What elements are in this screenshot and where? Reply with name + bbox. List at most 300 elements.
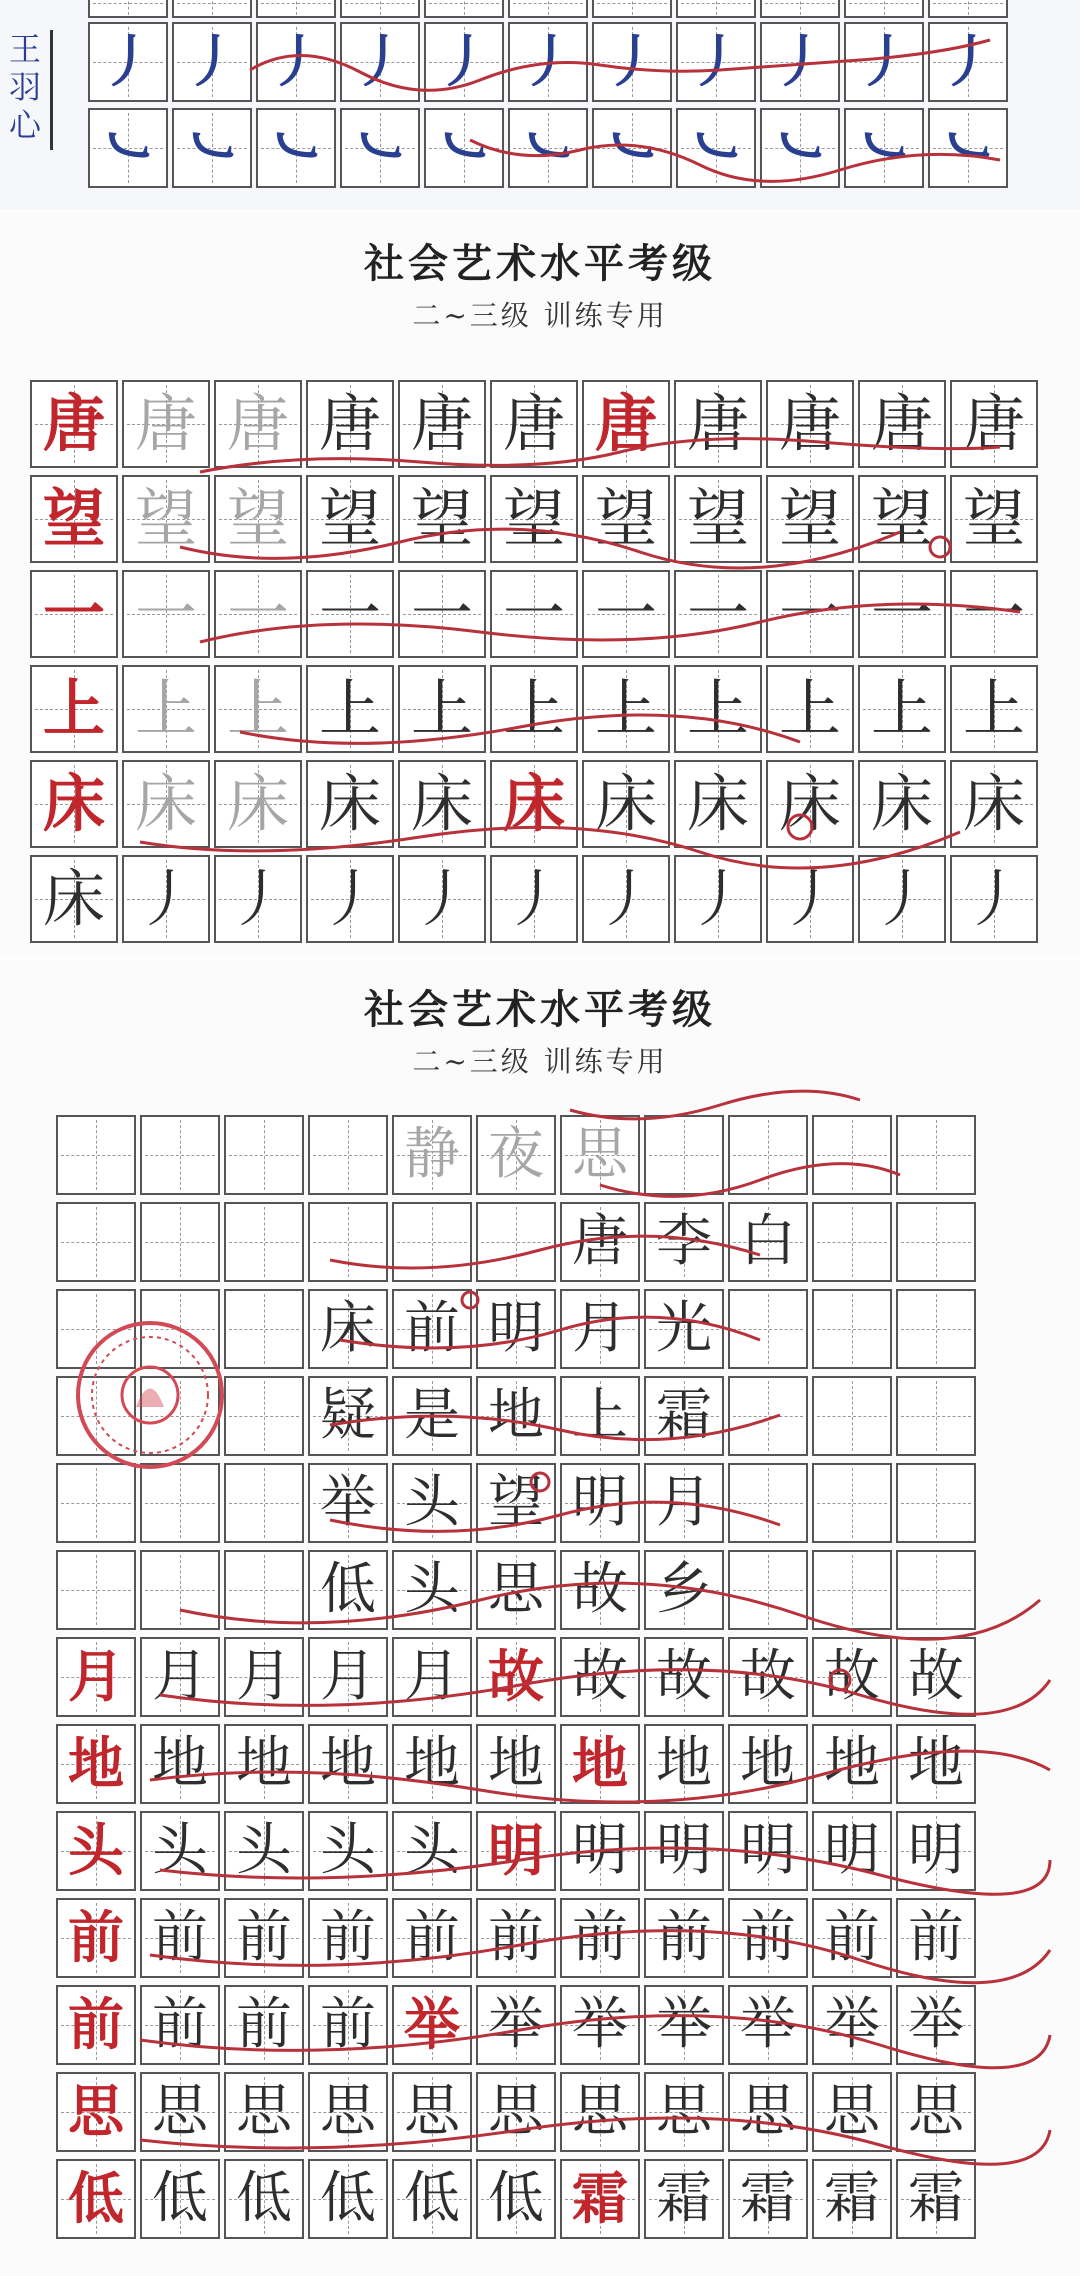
handwritten-character: 明 [656, 1818, 712, 1883]
handwritten-character: 低 [320, 2166, 376, 2231]
practice-cell [214, 760, 302, 848]
grid-row [56, 1898, 980, 1978]
handwritten-character: 思 [824, 2079, 880, 2144]
empty-cell [760, 0, 840, 18]
grid-row [56, 1985, 980, 2065]
practice-cell [308, 1985, 388, 2065]
stroke-cell [844, 108, 924, 188]
practice-cell [56, 2072, 136, 2152]
empty-cell [928, 0, 1008, 18]
handwritten-character: 明 [740, 1818, 796, 1883]
stroke-cell [88, 108, 168, 188]
handwritten-character: 望 [778, 482, 841, 555]
handwritten-character: 望 [410, 482, 473, 555]
practice-cell [308, 1289, 388, 1369]
practice-cell [896, 1724, 976, 1804]
handwritten-character: 前 [68, 1992, 124, 2058]
practice-cell [490, 570, 578, 658]
practice-cell [858, 475, 946, 563]
handwritten-character: 上 [134, 672, 197, 745]
empty-cell [844, 0, 924, 18]
handwritten-character: ㇃ [268, 115, 324, 181]
practice-cell [560, 1637, 640, 1717]
practice-cell [306, 380, 394, 468]
handwritten-character: 前 [908, 1905, 964, 1970]
practice-cell [392, 1376, 472, 1456]
practice-cell [476, 1985, 556, 2065]
handwritten-character: 唐 [686, 387, 749, 460]
practice-sheet-upper [0, 212, 1080, 957]
poem-row [56, 1463, 980, 1543]
handwritten-character: 丿 [134, 862, 197, 935]
stroke-cell [340, 22, 420, 102]
practice-cell [766, 570, 854, 658]
handwritten-character: 思 [488, 2079, 544, 2144]
handwritten-character: 明 [572, 1818, 628, 1883]
handwritten-character: 思 [908, 2079, 964, 2144]
practice-cell [56, 1637, 136, 1717]
practice-cell [674, 665, 762, 753]
practice-cell [476, 1550, 556, 1630]
grid-row [30, 855, 1042, 943]
empty-cell [812, 1202, 892, 1282]
empty-cell [476, 1202, 556, 1282]
handwritten-character: 举 [572, 1992, 628, 2057]
handwritten-character: 头 [404, 1557, 460, 1622]
practice-cell [214, 380, 302, 468]
practice-cell [308, 1463, 388, 1543]
handwritten-character: 霜 [824, 2166, 880, 2231]
handwritten-character: ㇃ [604, 115, 660, 181]
practice-cell [896, 1985, 976, 2065]
practice-cell [224, 2072, 304, 2152]
handwritten-character: 地 [656, 1731, 712, 1796]
stroke-cell [508, 108, 588, 188]
handwritten-character: ㇃ [940, 115, 996, 181]
handwritten-character: 床 [134, 767, 197, 840]
practice-cell [476, 1115, 556, 1195]
empty-cell [728, 1289, 808, 1369]
handwritten-character: 明 [488, 1818, 544, 1884]
handwritten-character: 前 [152, 1992, 208, 2057]
empty-cell [644, 1115, 724, 1195]
handwritten-character: 丿 [318, 862, 381, 935]
practice-cell [644, 2159, 724, 2239]
handwritten-character: 举 [740, 1992, 796, 2057]
practice-cell [56, 2159, 136, 2239]
practice-cell [306, 855, 394, 943]
handwritten-character: 前 [740, 1905, 796, 1970]
handwritten-character: 望 [226, 482, 289, 555]
empty-cell [728, 1115, 808, 1195]
grid-row [56, 1637, 980, 1717]
handwritten-character: 月 [320, 1644, 376, 1709]
handwritten-character: 思 [740, 2079, 796, 2144]
practice-cell [728, 1898, 808, 1978]
empty-cell [812, 1550, 892, 1630]
practice-cell [392, 1289, 472, 1369]
handwritten-character: 床 [870, 767, 933, 840]
grid-row [56, 2159, 980, 2239]
practice-cell [476, 1724, 556, 1804]
practice-cell [950, 570, 1038, 658]
stroke-cell [676, 22, 756, 102]
grid-row [30, 475, 1042, 563]
handwritten-character: 丿 [100, 29, 156, 95]
handwritten-character: 上 [594, 672, 657, 745]
handwritten-character: 前 [68, 1905, 124, 1971]
practice-cell [644, 1724, 724, 1804]
handwritten-character: 唐 [134, 387, 197, 460]
handwritten-character: 低 [404, 2166, 460, 2231]
handwritten-character: 前 [152, 1905, 208, 1970]
empty-cell [896, 1463, 976, 1543]
practice-cell [644, 1202, 724, 1282]
practice-cell [490, 380, 578, 468]
practice-cell [140, 1811, 220, 1891]
poem-row [56, 1202, 980, 1282]
practice-cell [214, 475, 302, 563]
handwritten-character: 月 [656, 1470, 712, 1535]
stroke-cell [928, 108, 1008, 188]
stroke-cell [508, 22, 588, 102]
practice-cell [30, 855, 118, 943]
handwritten-character: ㇃ [100, 115, 156, 181]
handwritten-character: 一 [870, 577, 933, 650]
handwritten-character: 望 [488, 1470, 544, 1535]
handwritten-character: 故 [488, 1644, 544, 1710]
practice-cell [950, 475, 1038, 563]
handwritten-character: 丿 [520, 29, 576, 95]
practice-cell [140, 1985, 220, 2065]
practice-cell [224, 2159, 304, 2239]
handwritten-character: 故 [824, 1644, 880, 1709]
practice-cell [560, 1811, 640, 1891]
handwritten-character: 一 [410, 577, 473, 650]
handwritten-character: 头 [404, 1818, 460, 1883]
sheet-subtitle: 二~三级 训练专用 [412, 1045, 668, 1078]
practice-cell [476, 1463, 556, 1543]
handwritten-character: 上 [870, 672, 933, 745]
practice-cell [392, 1985, 472, 2065]
stroke-cell [424, 108, 504, 188]
handwritten-character: 丿 [604, 29, 660, 95]
practice-cell [392, 2072, 472, 2152]
handwritten-character: 唐 [410, 387, 473, 460]
practice-cell [490, 665, 578, 753]
practice-cell [140, 2072, 220, 2152]
practice-cell [306, 570, 394, 658]
handwritten-character: ㇃ [520, 115, 576, 181]
handwritten-character: 前 [488, 1905, 544, 1970]
handwritten-character: 月 [68, 1644, 124, 1710]
practice-cell [140, 2159, 220, 2239]
practice-cell [224, 1811, 304, 1891]
stroke-cell [88, 22, 168, 102]
practice-cell [398, 475, 486, 563]
handwritten-character: 地 [824, 1731, 880, 1796]
handwritten-character: 望 [318, 482, 381, 555]
handwritten-character: 头 [236, 1818, 292, 1883]
handwritten-character: 思 [236, 2079, 292, 2144]
practice-cell [30, 570, 118, 658]
red-seal-stamp [70, 1315, 230, 1475]
practice-cell [308, 1550, 388, 1630]
handwritten-character: 床 [320, 1296, 376, 1361]
handwritten-character: 霜 [740, 2166, 796, 2231]
practice-cell [560, 1289, 640, 1369]
practice-cell [728, 1985, 808, 2065]
practice-cell [728, 1811, 808, 1891]
stroke-cell [676, 108, 756, 188]
practice-cell [674, 855, 762, 943]
handwritten-character: 举 [656, 1992, 712, 2057]
handwritten-character: 明 [824, 1818, 880, 1883]
handwritten-character: 思 [152, 2079, 208, 2144]
practice-cell [122, 475, 210, 563]
empty-cell [812, 1115, 892, 1195]
handwritten-character: 一 [594, 577, 657, 650]
practice-cell [582, 665, 670, 753]
handwritten-character: 思 [656, 2079, 712, 2144]
handwritten-character: 地 [320, 1731, 376, 1796]
handwritten-character: 头 [320, 1818, 376, 1883]
handwritten-character: 上 [962, 672, 1025, 745]
practice-cell [812, 1724, 892, 1804]
stroke-practice-strip [0, 0, 1080, 210]
handwritten-character: 低 [488, 2166, 544, 2231]
handwritten-character: 丿 [184, 29, 240, 95]
practice-cell [476, 2159, 556, 2239]
practice-sheet-lower [0, 960, 1080, 2276]
practice-cell [728, 2159, 808, 2239]
practice-cell [728, 2072, 808, 2152]
poem-row [56, 1115, 980, 1195]
empty-cell [340, 0, 420, 18]
handwritten-character: 唐 [870, 387, 933, 460]
stroke-cell [424, 22, 504, 102]
practice-cell [582, 760, 670, 848]
practice-cell [950, 665, 1038, 753]
handwritten-character: 霜 [656, 2166, 712, 2231]
handwritten-character: 前 [572, 1905, 628, 1970]
sheet-subtitle: 二~三级 训练专用 [412, 299, 668, 332]
empty-cell [140, 1202, 220, 1282]
handwritten-character: 床 [686, 767, 749, 840]
practice-cell [674, 760, 762, 848]
practice-cell [122, 855, 210, 943]
empty-cell [224, 1550, 304, 1630]
handwritten-character: 望 [134, 482, 197, 555]
practice-cell [560, 1985, 640, 2065]
stroke-cell [256, 22, 336, 102]
handwritten-character: 地 [152, 1731, 208, 1796]
handwritten-character: 疑 [320, 1383, 376, 1448]
practice-cell [306, 665, 394, 753]
handwritten-character: 丿 [226, 862, 289, 935]
practice-cell [896, 1811, 976, 1891]
practice-cell [582, 570, 670, 658]
practice-cell [582, 855, 670, 943]
practice-cell [896, 2072, 976, 2152]
handwritten-character: 一 [778, 577, 841, 650]
handwritten-character: 床 [594, 767, 657, 840]
practice-cell [56, 1811, 136, 1891]
handwritten-character: 故 [572, 1557, 628, 1622]
handwritten-character: 白 [740, 1209, 796, 1274]
practice-cell [214, 855, 302, 943]
handwritten-character: 思 [320, 2079, 376, 2144]
empty-cell [224, 1202, 304, 1282]
empty-cell [224, 1115, 304, 1195]
handwritten-character: 低 [236, 2166, 292, 2231]
practice-cell [766, 475, 854, 563]
practice-cell [308, 1637, 388, 1717]
practice-cell [30, 665, 118, 753]
practice-cell [476, 2072, 556, 2152]
practice-cell [644, 1376, 724, 1456]
empty-cell [896, 1376, 976, 1456]
empty-cell [224, 1376, 304, 1456]
practice-cell [858, 380, 946, 468]
practice-cell [30, 760, 118, 848]
handwritten-character: 霜 [908, 2166, 964, 2231]
practice-cell [392, 1550, 472, 1630]
handwritten-character: 床 [502, 767, 565, 840]
handwritten-character: 前 [320, 1992, 376, 2057]
practice-cell [308, 1811, 388, 1891]
practice-cell [858, 855, 946, 943]
practice-cell [224, 1724, 304, 1804]
handwritten-character: 丿 [870, 862, 933, 935]
handwritten-character: 前 [404, 1905, 460, 1970]
handwritten-character: 上 [226, 672, 289, 745]
stroke-cell [172, 22, 252, 102]
practice-cell [858, 760, 946, 848]
handwritten-character: 丿 [686, 862, 749, 935]
grid-row [30, 760, 1042, 848]
practice-cell [896, 1637, 976, 1717]
handwritten-character: 前 [236, 1992, 292, 2057]
empty-cell [308, 1202, 388, 1282]
handwritten-character: 月 [404, 1644, 460, 1709]
practice-cell [122, 570, 210, 658]
practice-cell [728, 1637, 808, 1717]
handwritten-character: 故 [656, 1644, 712, 1709]
grid-row [56, 2072, 980, 2152]
practice-cell [476, 1637, 556, 1717]
practice-cell [644, 1550, 724, 1630]
practice-cell [56, 1898, 136, 1978]
practice-cell [224, 1985, 304, 2065]
handwritten-character: 地 [68, 1731, 124, 1797]
handwritten-character: 月 [572, 1296, 628, 1361]
poem-row [56, 1550, 980, 1630]
handwritten-character: 丿 [856, 29, 912, 95]
practice-cell [392, 1724, 472, 1804]
practice-cell [858, 570, 946, 658]
practice-cell [308, 1898, 388, 1978]
handwritten-character: 霜 [572, 2166, 628, 2232]
practice-cell [56, 1985, 136, 2065]
handwritten-character: 丿 [410, 862, 473, 935]
empty-cell [812, 1463, 892, 1543]
practice-cell [476, 1898, 556, 1978]
handwritten-character: 一 [502, 577, 565, 650]
empty-cell [812, 1376, 892, 1456]
handwritten-character: 地 [572, 1731, 628, 1797]
handwritten-character: 故 [572, 1644, 628, 1709]
handwritten-character: 一 [134, 577, 197, 650]
empty-cell [88, 0, 168, 18]
handwritten-character: 丿 [502, 862, 565, 935]
handwritten-character: 举 [908, 1992, 964, 2057]
handwritten-character: 上 [410, 672, 473, 745]
practice-cell [490, 475, 578, 563]
handwritten-character: 一 [226, 577, 289, 650]
handwritten-character: 月 [236, 1644, 292, 1709]
practice-cell [476, 1376, 556, 1456]
handwritten-character: 前 [824, 1905, 880, 1970]
stroke-cell [928, 22, 1008, 102]
handwritten-character: 思 [488, 1557, 544, 1622]
empty-cell [728, 1463, 808, 1543]
stroke-cell [340, 108, 420, 188]
handwritten-character: 思 [572, 2079, 628, 2144]
handwritten-character: 床 [778, 767, 841, 840]
empty-cell [140, 1463, 220, 1543]
handwritten-character: 霜 [656, 1383, 712, 1448]
practice-cell [392, 1115, 472, 1195]
practice-cell [812, 1637, 892, 1717]
practice-cell [122, 760, 210, 848]
handwritten-character: 举 [824, 1992, 880, 2057]
sheet-title: 社会艺术水平考级 [364, 986, 716, 1033]
empty-cell [56, 1550, 136, 1630]
handwritten-character: 丿 [268, 29, 324, 95]
practice-cell [392, 2159, 472, 2239]
empty-cell [308, 1115, 388, 1195]
practice-cell [308, 2072, 388, 2152]
practice-cell [644, 1289, 724, 1369]
handwritten-character: 地 [908, 1731, 964, 1796]
practice-cell [644, 1898, 724, 1978]
handwritten-character: 明 [572, 1470, 628, 1535]
practice-cell [560, 1724, 640, 1804]
practice-cell [56, 1724, 136, 1804]
practice-cell [812, 2159, 892, 2239]
handwritten-character: 明 [908, 1818, 964, 1883]
handwritten-character: 前 [404, 1296, 460, 1361]
practice-cell [140, 1898, 220, 1978]
practice-cell [560, 1550, 640, 1630]
handwritten-character: 望 [870, 482, 933, 555]
handwritten-character: 光 [656, 1296, 712, 1361]
handwritten-character: 唐 [226, 387, 289, 460]
handwritten-character: 低 [320, 1557, 376, 1622]
practice-cell [476, 1811, 556, 1891]
practice-cell [674, 475, 762, 563]
practice-cell [560, 1202, 640, 1282]
empty-cell [728, 1550, 808, 1630]
stroke-cell [592, 22, 672, 102]
handwritten-character: ㇃ [352, 115, 408, 181]
handwritten-character: ㇃ [772, 115, 828, 181]
stroke-cell [256, 108, 336, 188]
handwritten-character: 床 [318, 767, 381, 840]
handwritten-character: 上 [572, 1383, 628, 1448]
practice-cell [392, 1637, 472, 1717]
